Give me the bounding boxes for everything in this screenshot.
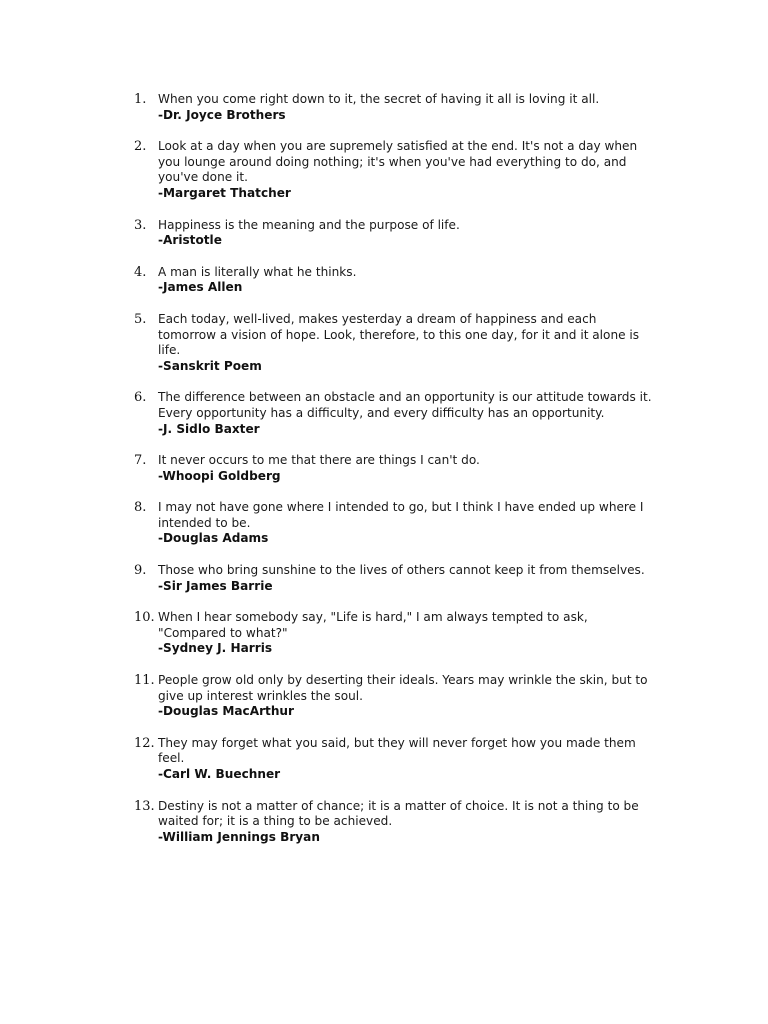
quote-item-3 [0,218,768,249]
quote-author: -Douglas MacArthur [158,704,295,719]
quote-body [158,92,658,123]
quote-number: 12. [134,735,155,751]
quote-text: Destiny is not a matter of chance; it is a matter of choice. It is not a thing to be waited for; it is a thing to be achieved. [158,798,639,829]
quote-list [0,92,768,861]
quote-text: When I hear somebody say, "Life is hard," I am always tempted to ask, "Compared to what?" [158,610,588,640]
quote-number: 2. [134,139,147,155]
quote-author: -Margaret Thatcher [158,185,291,200]
quote-item-7 [0,453,768,484]
quote-body [158,563,658,594]
quote-text: I may not have gone where I intended to go, but I think I have ended up where I intended to be. [158,500,644,530]
quote-text: Each today, well-lived, makes yesterday a dream of happiness and each tomorrow a vision of hope. Look, therefore, to this one day, for it and it alone is life. [158,311,640,358]
quote-body [158,265,658,296]
quote-author: -Douglas Adams [158,531,269,546]
quote-author: -William Jennings Bryan [158,829,320,844]
quote-number: 4. [134,264,147,280]
quote-body [158,312,658,374]
quote-text: Look at a day when you are supremely satisfied at the end. It's not a day when you lounge around doing nothing; it's when you've had everything to do, and you've done it. [158,139,638,185]
quote-body [158,799,658,846]
quote-author: -J. Sidlo Baxter [158,421,260,436]
quote-number: 7. [134,453,147,469]
quote-body [158,218,658,249]
quote-item-4 [0,265,768,296]
quote-item-13 [0,799,768,846]
quote-body [158,139,658,201]
quote-text: It never occurs to me that there are things I can't do. [158,453,480,468]
quote-number: 13. [134,798,155,814]
quote-body [158,500,658,547]
quote-item-9 [0,563,768,594]
quote-body [158,736,658,783]
quote-body [158,390,658,437]
quote-body [158,673,658,720]
quote-item-5 [0,312,768,374]
quote-author: -Sir James Barrie [158,578,273,593]
quote-author: -Dr. Joyce Brothers [158,107,286,122]
quote-number: 8. [134,500,147,516]
quote-item-6 [0,390,768,437]
quote-number: 10. [134,610,155,626]
quote-number: 9. [134,563,147,579]
quote-author: -Sanskrit Poem [158,358,262,373]
quote-author: -James Allen [158,280,243,295]
quote-number: 6. [134,390,147,406]
quote-body [158,453,658,484]
quote-text: The difference between an obstacle and an opportunity is our attitude towards it. Every opportunity has a difficulty, and every difficulty has an opportunity. [158,390,652,420]
quote-author: -Carl W. Buechner [158,767,281,781]
quote-number: 3. [134,217,147,233]
quote-number: 1. [134,92,147,107]
quote-text: Happiness is the meaning and the purpose of life. [158,217,460,232]
quote-text: They may forget what you said, but they will never forget how you made them feel. [158,735,636,766]
quote-item-12 [0,736,768,783]
quote-text: A man is literally what he thinks. [158,264,357,279]
quote-text: When you come right down to it, the secret of having it all is loving it all. [158,92,600,106]
quote-author: -Sydney J. Harris [158,641,273,656]
quote-body [158,610,658,657]
quote-text: Those who bring sunshine to the lives of others cannot keep it from themselves. [158,563,645,578]
quote-author: -Whoopi Goldberg [158,468,281,483]
quote-author: -Aristotle [158,233,222,248]
quote-item-1 [0,92,768,123]
quote-number: 5. [134,311,147,327]
quote-text: People grow old only by deserting their ideals. Years may wrinkle the skin, but to give up interest wrinkles the soul. [158,673,648,703]
quote-item-10 [0,610,768,657]
quote-item-8 [0,500,768,547]
quote-item-2 [0,139,768,201]
quote-number: 11. [134,673,155,689]
quote-item-11 [0,673,768,720]
